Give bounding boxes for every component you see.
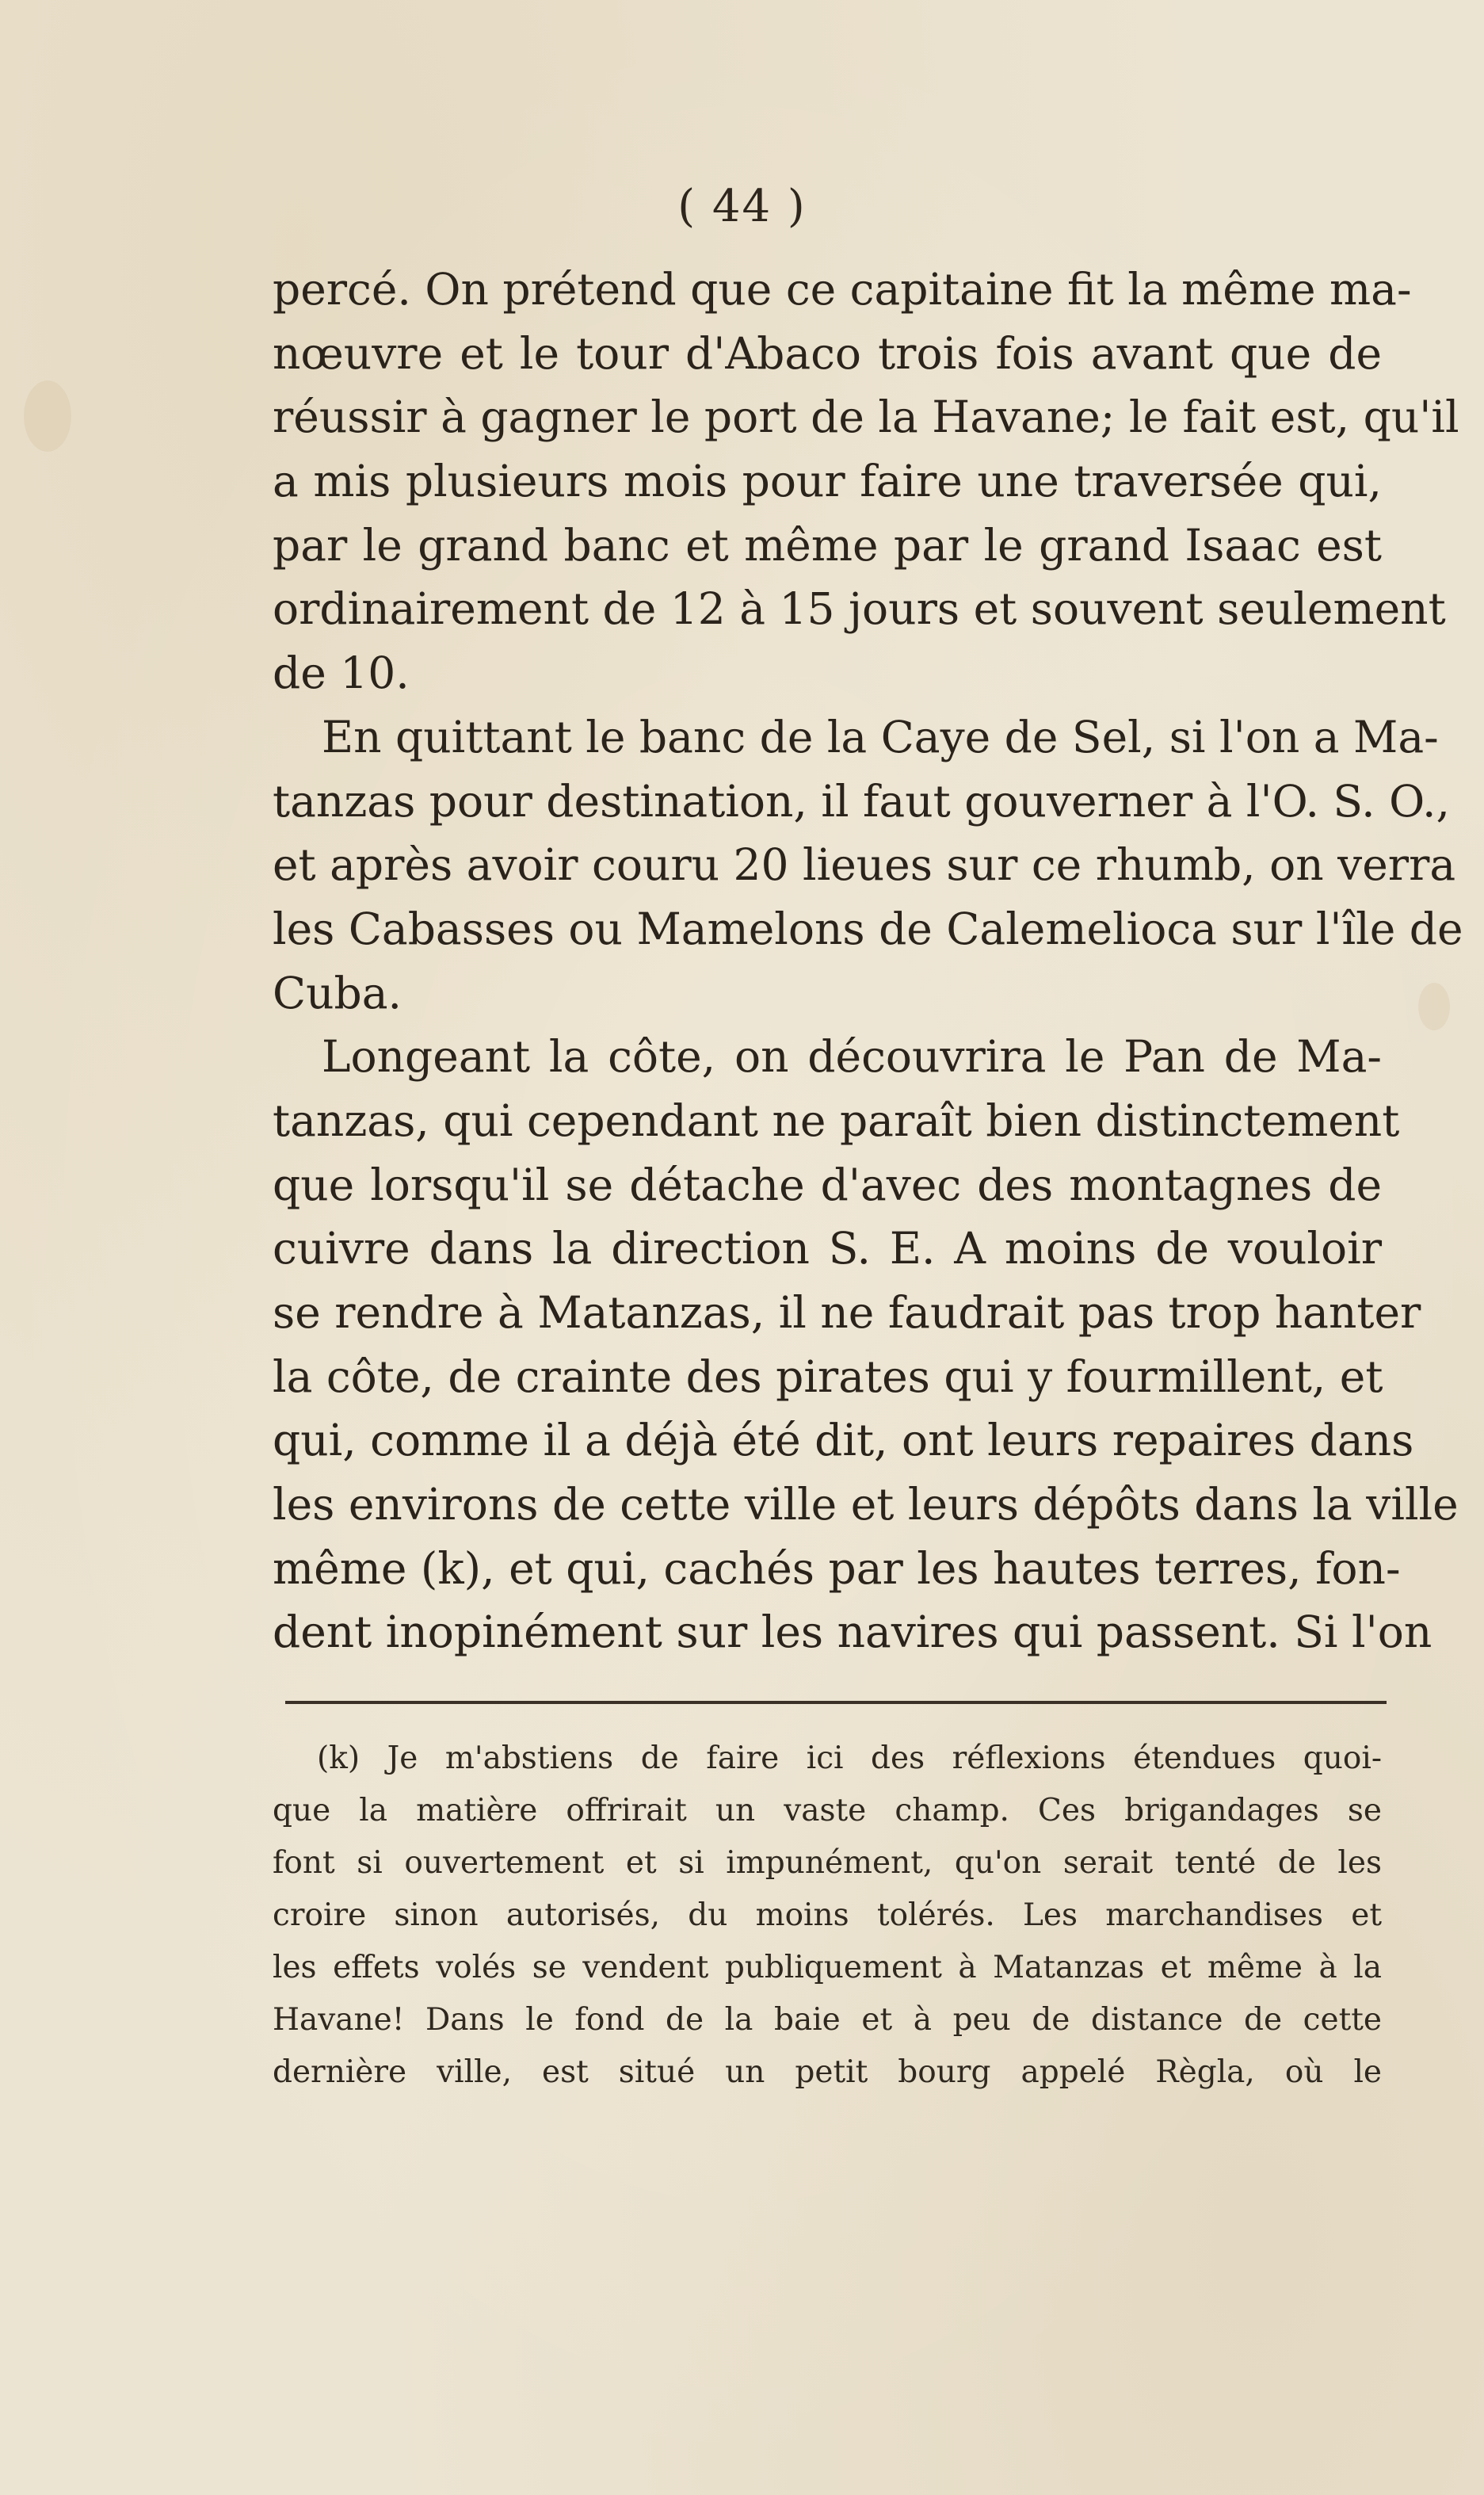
footnote-divider — [285, 1701, 1387, 1704]
footnote-line: font si ouvertement et si impunément, qu'on serait tenté de les — [273, 1845, 1382, 1881]
footnote-line: Havane! Dans le fond de la baie et à peu de distance de cette — [273, 2002, 1382, 2038]
body-line: se rendre à Matanzas, il ne faudrait pas trop hanter — [273, 1287, 1421, 1338]
body-line: tanzas pour destination, il faut gouverner à l'O. S. O., — [273, 775, 1450, 827]
body-line: par le grand banc et même par le grand Isaac est — [273, 519, 1382, 571]
paper-stain — [24, 380, 71, 452]
body-line: les environs de cette ville et leurs dépôts dans la ville — [273, 1479, 1459, 1530]
paper-stain — [1418, 983, 1450, 1030]
body-line: En quittant le banc de la Caye de Sel, si l'on a Ma- — [322, 711, 1439, 762]
footnote-line: dernière ville, est situé un petit bourg appelé Règla, où le — [273, 2054, 1382, 2090]
body-line: percé. On prétend que ce capitaine fit la même ma- — [273, 264, 1412, 315]
body-line: ordinairement de 12 à 15 jours et souvent seulement — [273, 583, 1446, 635]
body-line: tanzas, qui cependant ne paraît bien distinctement — [273, 1095, 1400, 1146]
footnote-line: les effets volés se vendent publiquement à Matanzas et même à la — [273, 1950, 1382, 1985]
body-line: Longeant la côte, on découvrira le Pan de Ma- — [322, 1031, 1382, 1083]
body-line: cuivre dans la direction S. E. A moins de vouloir — [273, 1223, 1382, 1274]
body-line: de 10. — [273, 648, 410, 699]
body-line: et après avoir couru 20 lieues sur ce rhumb, on verra — [273, 839, 1456, 891]
footnote-line: croire sinon autorisés, du moins tolérés. Les marchandises et — [273, 1897, 1382, 1933]
body-line: réussir à gagner le port de la Havane; le fait est, qu'il — [273, 392, 1459, 443]
body-text — [273, 258, 1463, 1664]
body-line: nœuvre et le tour d'Abaco trois fois avant que de — [273, 327, 1382, 379]
footnote-line: (k) Je m'abstiens de faire ici des réflexions étendues quoi- — [317, 1740, 1382, 1776]
body-line: que lorsqu'il se détache d'avec des montagnes de — [273, 1159, 1382, 1210]
footnote-block — [273, 1733, 1382, 2099]
body-line: qui, comme il a déjà été dit, ont leurs repaires dans — [273, 1415, 1414, 1466]
body-line: même (k), et qui, cachés par les hautes terres, fon- — [273, 1542, 1401, 1594]
page-number: ( 44 ) — [677, 181, 807, 232]
body-line: dent inopinément sur les navires qui passent. Si l'on — [273, 1607, 1432, 1658]
footnote-line: que la matière offrirait un vaste champ. Ces brigandages se — [273, 1793, 1382, 1828]
body-line: Cuba. — [273, 967, 402, 1018]
body-line: les Cabasses ou Mamelons de Calemelioca sur l'île de — [273, 903, 1463, 954]
body-line: la côte, de crainte des pirates qui y fourmillent, et — [273, 1351, 1383, 1402]
body-line: a mis plusieurs mois pour faire une traversée qui, — [273, 456, 1382, 507]
